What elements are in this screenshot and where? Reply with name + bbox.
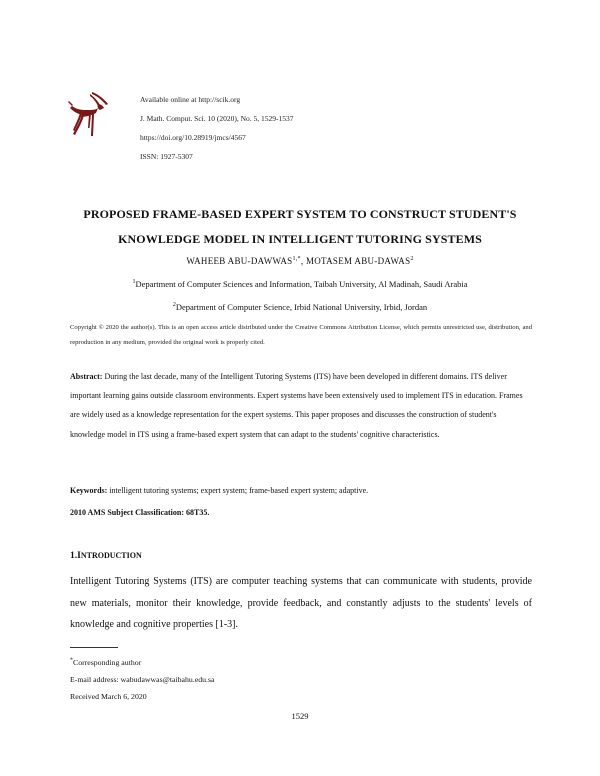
- author-list: [0, 256, 600, 266]
- affiliation-2-number: 2: [172, 302, 176, 309]
- footnote-mark: *: [70, 657, 73, 664]
- section-title-initial: I: [77, 551, 81, 561]
- copyright-notice: Copyright © 2020 the author(s). This is an open access article distributed under the Creative Commons Attribution License, which permits unrestricted use, distribution, and reproduction in any medium, provided the original work is properly cited.: [70, 324, 532, 346]
- author-separator: ,: [300, 256, 306, 266]
- author-2: MOTASEM ABU-DAWAS: [305, 256, 411, 266]
- author-1: WAHEEB ABU-DAWWAS: [186, 256, 293, 266]
- affiliation-1-text: Department of Computer Sciences and Information, Taibah University, Al Madinah, Saudi Arabia: [135, 279, 468, 289]
- header-issn: ISSN: 1927-5307: [140, 152, 193, 161]
- header-doi: https://doi.org/10.28919/jmcs/4567: [140, 133, 246, 142]
- keywords: [70, 486, 368, 495]
- introduction-paragraph: Intelligent Tutoring Systems (ITS) are computer teaching systems that can communicate with students, provide new materials, monitor their knowledge, provide feedback, and constantly adjusts to the students' levels of knowledge and cognitive properties [1-3].: [70, 576, 532, 630]
- author-1-sup: 1,*: [292, 256, 301, 262]
- footnote-divider: [70, 647, 118, 648]
- ams-code: 68T35.: [186, 508, 210, 517]
- affiliation-1: [0, 279, 600, 289]
- footnote-received: Received March 6, 2020: [70, 692, 147, 701]
- keywords-text: intelligent tutoring systems; expert system; frame-based expert system; adaptive.: [109, 486, 369, 495]
- keywords-label: Keywords:: [70, 486, 108, 495]
- abstract: [70, 367, 532, 444]
- author-2-sup: 2: [410, 256, 414, 262]
- footnote-email: E-mail address: wabudawwas@taibahu.edu.sa: [70, 675, 215, 684]
- abstract-label: Abstract:: [70, 372, 103, 381]
- ams-label: 2010 AMS Subject Classification:: [70, 508, 184, 517]
- section-title-rest: NTRODUCTION: [80, 551, 142, 560]
- paper-title-line-2: KNOWLEDGE MODEL IN INTELLIGENT TUTORING SYSTEMS: [118, 232, 482, 246]
- footnote-corresponding-text: Corresponding author: [73, 658, 142, 667]
- page-number: 1529: [291, 711, 309, 721]
- journal-logo: [62, 90, 114, 150]
- affiliation-2-text: Department of Computer Science, Irbid National University, Irbid, Jordan: [175, 302, 428, 312]
- affiliation-2: [0, 302, 600, 312]
- footnote-corresponding: [70, 655, 141, 672]
- paper-title-line-1: PROPOSED FRAME-BASED EXPERT SYSTEM TO CONSTRUCT STUDENT'S: [83, 207, 517, 221]
- ams-classification: [70, 508, 209, 517]
- section-number: 1.: [70, 551, 78, 561]
- header-availability: Available online at http://scik.org: [140, 95, 241, 104]
- header-citation: J. Math. Comput. Sci. 10 (2020), No. 5, 1529-1537: [140, 114, 294, 123]
- gazelle-logo-icon: [62, 90, 114, 150]
- section-heading-introduction: [70, 551, 142, 561]
- affiliation-1-number: 1: [132, 279, 136, 286]
- abstract-text: During the last decade, many of the Intelligent Tutoring Systems (ITS) have been developed in different domains. ITS deliver important learning gains outside classroom environments. Expert systems have been extensively used to implement ITS in education. Frames are widely used as a knowledge representation for the expert systems. This paper proposes and discusses the construction of student's knowledge model in ITS using a frame-based expert system that can adapt to the students' cognitive characteristics.: [70, 372, 523, 439]
